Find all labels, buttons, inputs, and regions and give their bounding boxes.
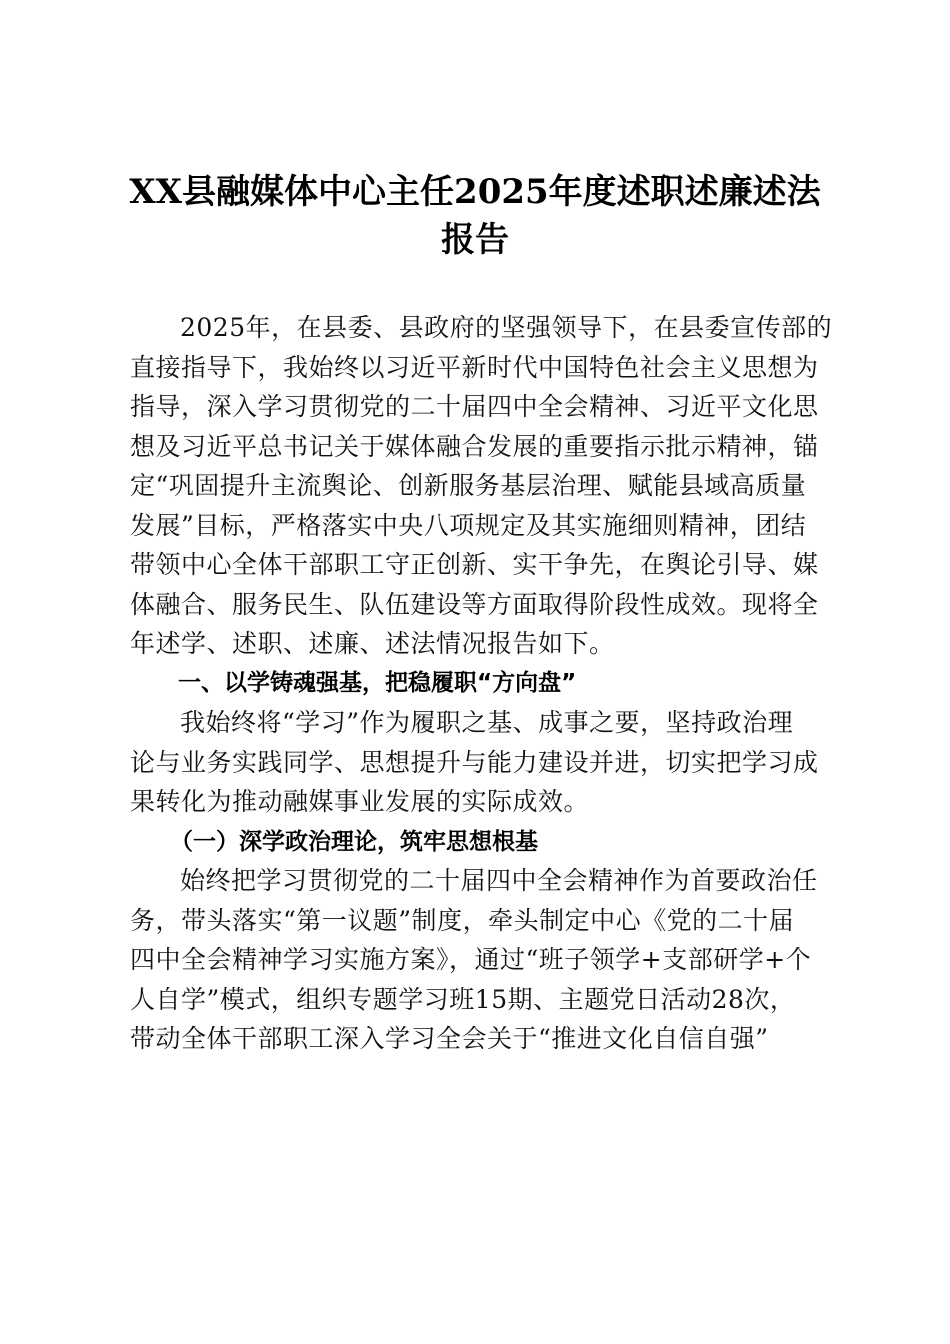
paragraph-line: 人自学”模式，组织专题学习班15期、主题党日活动28次， bbox=[130, 984, 796, 1014]
section-paragraph bbox=[130, 703, 830, 822]
paragraph-line: 务，带头落实“第一议题”制度，牵头制定中心《党的二十届 bbox=[130, 905, 795, 935]
paragraph-line: 四中全会精神学习实施方案》，通过“班子领学+支部研学+个 bbox=[130, 945, 812, 974]
paragraph-line: 发展”目标，严格落实中央八项规定及其实施细则精神，团结 bbox=[130, 510, 807, 540]
paragraph-line: 论与业务实践同学、思想提升与能力建设并进，切实把学习成 bbox=[130, 747, 819, 777]
subsection-heading: （一）深学政治理论，筑牢思想根基 bbox=[170, 827, 538, 855]
paragraph-line: 想及习近平总书记关于媒体融合发展的重要指示批示精神，锚 bbox=[130, 431, 819, 461]
paragraph-line: 体融合、服务民生、队伍建设等方面取得阶段性成效。现将全 bbox=[130, 589, 819, 619]
paragraph-line: 我始终将“学习”作为履职之基、成事之要，坚持政治理 bbox=[180, 708, 794, 737]
paragraph-line: 带领中心全体干部职工守正创新、实干争先，在舆论引导、媒 bbox=[130, 550, 819, 579]
paragraph-line: 果转化为推动融媒事业发展的实际成效。 bbox=[130, 787, 590, 816]
paragraph-line: 2025年，在县委、县政府的坚强领导下，在县委宣传部的 bbox=[180, 313, 833, 342]
intro-paragraph bbox=[130, 308, 833, 664]
document-title bbox=[90, 168, 860, 264]
subsection-paragraph bbox=[130, 861, 830, 1059]
paragraph-line: 指导，深入学习贯彻党的二十届四中全会精神、习近平文化思 bbox=[130, 392, 819, 421]
title-line: XX县融媒体中心主任2025年度述职述廉述法 bbox=[129, 172, 821, 212]
document-body bbox=[130, 308, 833, 1059]
paragraph-line: 带动全体干部职工深入学习全会关于“推进文化自信自强” bbox=[130, 1024, 769, 1053]
paragraph-line: 始终把学习贯彻党的二十届四中全会精神作为首要政治任 bbox=[180, 866, 818, 895]
paragraph-line: 年述学、述职、述廉、述法情况报告如下。 bbox=[130, 629, 615, 658]
paragraph-line: 直接指导下，我始终以习近平新时代中国特色社会主义思想为 bbox=[130, 352, 819, 382]
section-heading: 一、以学铸魂强基，把稳履职“方向盘” bbox=[178, 669, 577, 696]
title-line: 报告 bbox=[441, 220, 509, 260]
paragraph-line: 定“巩固提升主流舆论、创新服务基层治理、赋能县域高质量 bbox=[130, 471, 807, 500]
